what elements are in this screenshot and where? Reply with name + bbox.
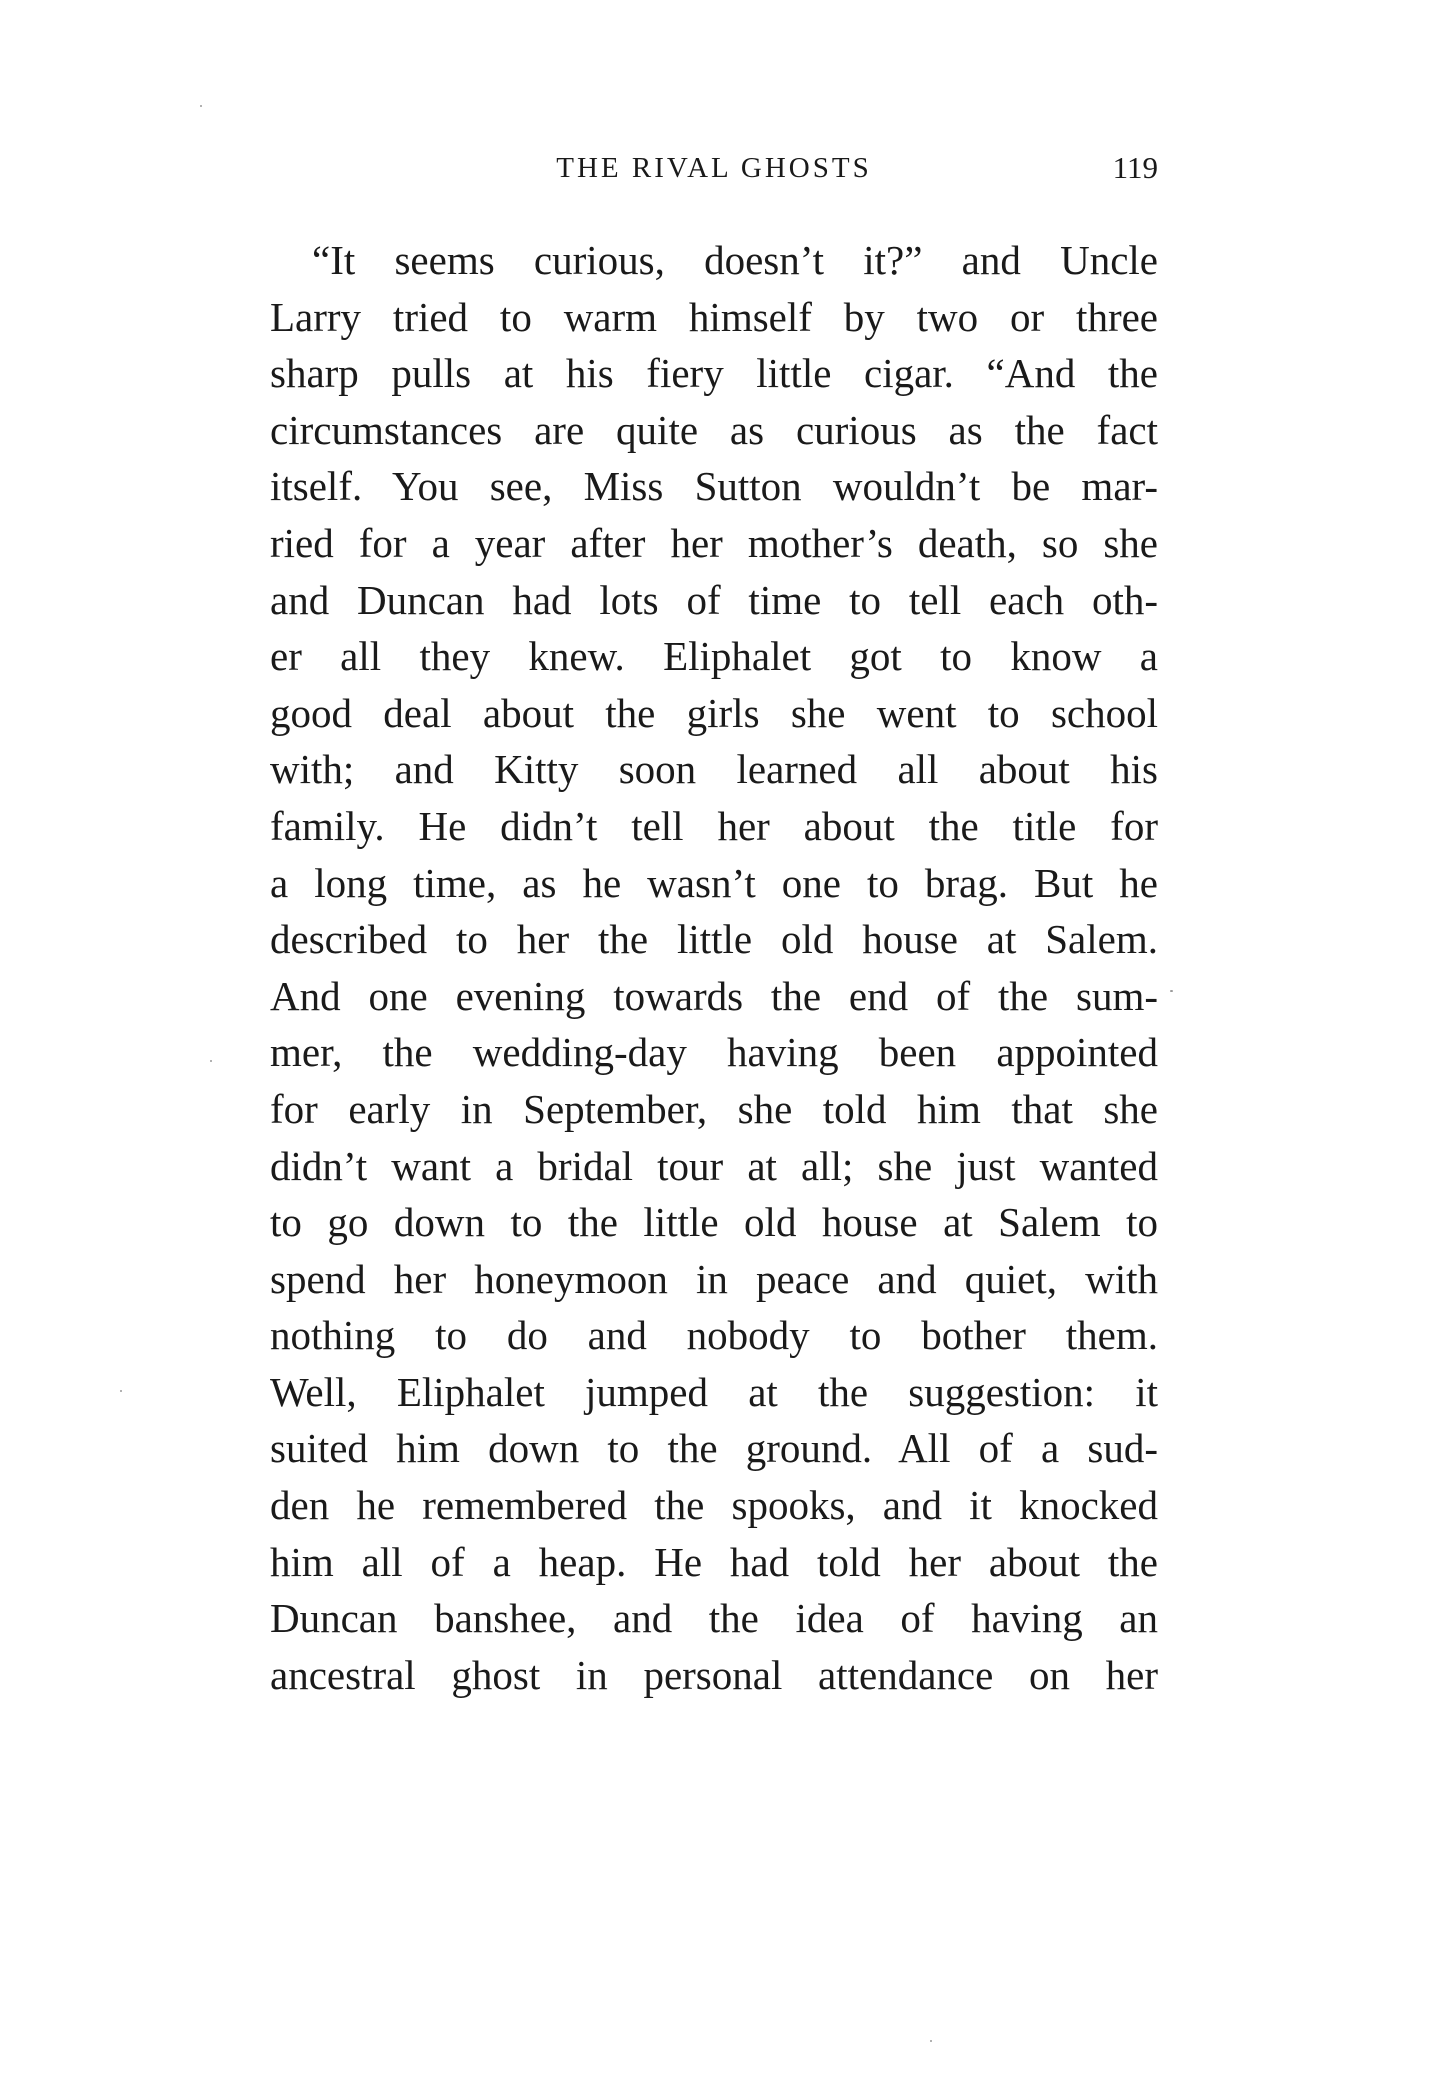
paper-speck [930,2040,932,2042]
text-line: and Duncan had lots of time to tell each oth- [270,576,1158,623]
text-line: Duncan banshee, and the idea of having an [270,1595,1158,1642]
text-line: And one evening towards the end of the sum- [270,972,1158,1019]
paper-speck [200,105,202,107]
text-line: Well, Eliphalet jumped at the suggestion: it [270,1368,1158,1415]
text-line: ried for a year after her mother’s death, so she [270,519,1158,566]
text-line: suited him down to the ground. All of a sud- [270,1425,1158,1472]
text-line: er all they knew. Eliphalet got to know a [270,633,1158,680]
text-line: described to her the little old house at Salem. [270,916,1158,963]
running-head [270,143,1158,193]
page-number: 119 [1112,150,1158,185]
text-line: Larry tried to warm himself by two or three [270,293,1158,340]
text-line: “It seems curious, doesn’t it?” and Uncle [312,237,1158,283]
body-text [270,232,1158,1703]
text-line: him all of a heap. He had told her about the [270,1538,1158,1585]
text-line: family. He didn’t tell her about the title for [270,802,1158,849]
text-line: circumstances are quite as curious as the fact [270,406,1158,453]
text-line: itself. You see, Miss Sutton wouldn’t be mar- [270,463,1158,510]
paper-speck [1170,990,1173,992]
text-line: good deal about the girls she went to school [270,689,1158,736]
text-line: for early in September, she told him that she [270,1085,1158,1132]
text-line: nothing to do and nobody to bother them. [270,1312,1158,1359]
text-line: den he remembered the spooks, and it knocked [270,1482,1158,1529]
text-line: with; and Kitty soon learned all about his [270,746,1158,793]
text-line: sharp pulls at his fiery little cigar. “And the [270,350,1158,397]
text-line: ancestral ghost in personal attendance on her [270,1651,1158,1698]
text-line: spend her honeymoon in peace and quiet, with [270,1255,1158,1302]
running-title: THE RIVAL GHOSTS [556,152,872,184]
text-line: to go down to the little old house at Salem to [270,1199,1158,1246]
paper-speck [210,1060,212,1062]
paper-speck [120,1390,122,1392]
text-line: didn’t want a bridal tour at all; she just wanted [270,1142,1158,1189]
text-line: mer, the wedding-day having been appointed [270,1029,1158,1076]
text-line: a long time, as he wasn’t one to brag. But he [270,859,1158,906]
